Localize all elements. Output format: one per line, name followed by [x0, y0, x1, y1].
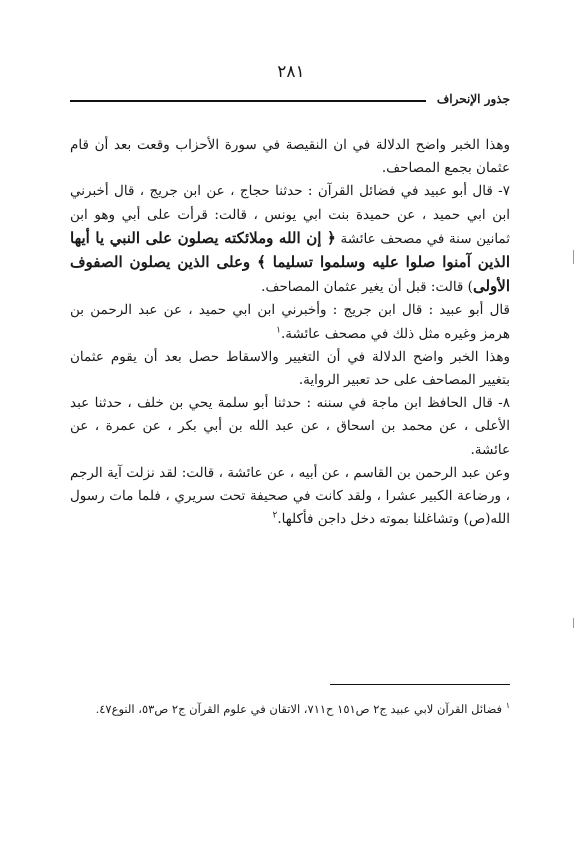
footnotes [70, 698, 510, 720]
footnote-separator [330, 684, 510, 685]
paragraph-text: وعن عبد الرحمن بن القاسم ، عن أبيه ، عن عائشة ، قالت: لقد نزلت آية الرجم ، ورضاعة الكبير عشرا ، ولقد كانت في صحيفة تحت سريري ، فلما مات رسول الله(ص) وتشاغلنا بموته دخل داجن فأكلها. [70, 464, 510, 528]
paragraph [70, 180, 510, 299]
page-number: ٢٨١ [277, 62, 305, 82]
paragraph-text: قال أبو عبيد : قال ابن جريج : وأخبرني ابن ابي حميد ، عن عبد الرحمن بن هرمز وغيره مثل ذلك في مصحف عائشة. [70, 302, 510, 342]
running-head [70, 92, 510, 108]
running-head-title: جذور الإنحراف [436, 92, 510, 106]
scan-edge-mark [573, 250, 574, 264]
paragraph-text: ) قالت: قبل أن يغير عثمان المصاحف. [261, 279, 473, 296]
paragraph [70, 462, 510, 532]
footnote [70, 698, 510, 720]
quran-verse: ﴿ إن الله وملائكته يصلون على النبي يا أيها الذين آمنوا صلوا عليه وسلموا تسليما ﴾ وعلى الذين يصلون الصفوف الأولى [70, 228, 510, 296]
paragraph: وهذا الخبر واضح الدلالة في ان النقيصة في سورة الأحزاب وقعت بعد أن قام عثمان بجمع المصاحف. [70, 137, 510, 177]
running-head-rule [70, 100, 426, 102]
paragraph: وهذا الخبر واضح الدلالة في أن التغيير والاسقاط حصل بعد أن يقوم عثمان بتغيير المصاحف على حد تعبير الرواية. [70, 348, 510, 389]
body-text [70, 134, 510, 531]
footnote-marker[interactable]: ٢ [272, 510, 278, 521]
footnote-text: فضائل القرآن لابي عبيد ج٢ ص١٥١ ح٧١١، الاتقان في علوم القرآن ج٢ ص٥٣، النوع٤٧. [95, 702, 506, 716]
paragraph-text: ٧- قال أبو عبيد في فضائل القرآن : حدثنا حجاج ، عن ابن جريج ، قال أخبرني ابن ابي حميد ، عن حميدة بنت ابي يونس ، قالت: قرأت على أبي وهو ابن ثمانين سنة في مصحف عائشة [70, 183, 510, 247]
paragraph [70, 299, 510, 345]
footnote-number: ١ [505, 701, 510, 711]
paragraph: ٨- قال الحافظ ابن ماجة في سننه : حدثنا أبو سلمة يحي بن خلف ، حدثنا عبد الأعلى ، عن محمد بن اسحاق ، عن عبد الله بن أبي بكر ، عن عمرة ، عن عائشة. [70, 395, 510, 458]
footnote-marker[interactable]: ١ [276, 325, 281, 336]
scan-edge-mark [573, 618, 574, 628]
